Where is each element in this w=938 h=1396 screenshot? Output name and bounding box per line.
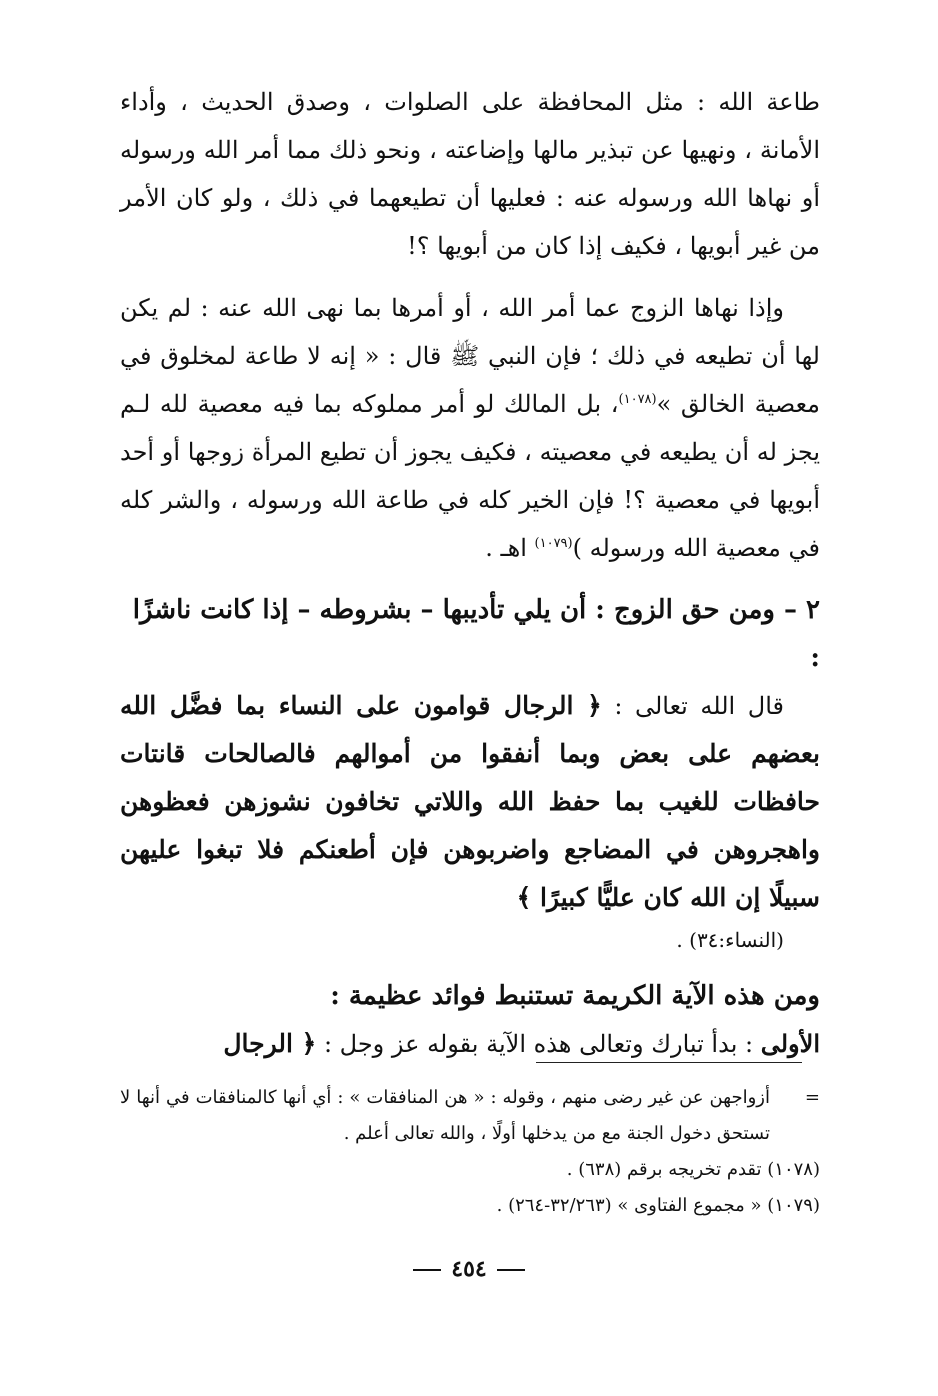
paragraph-2-part-c: اهـ . <box>485 534 535 562</box>
first-benefit <box>120 1020 820 1068</box>
footnotes <box>120 1080 820 1224</box>
verse-paragraph <box>120 682 820 958</box>
quran-verse: ﴿ الرجال قوامون على النساء بما فضَّل الله بعضهم على بعض وبما أنفقوا من أموالهم فالصالحات قانتات حافظات للغيب بما حفظ الله واللاتي تخافون نشوزهن فعظوهن واهجروهن في المضاجع واضربوهن فإن أطعنكم فلا تبغوا عليهن سبيلًا إن الله كان عليًّا كبيرًا ﴾ <box>120 691 820 912</box>
section-heading: ٢ – ومن حق الزوج : أن يلي تأديبها – بشروطه – إذا كانت ناشزًا : <box>132 595 820 673</box>
page-number-text: ٤٥٤ <box>451 1256 487 1282</box>
paragraph-2 <box>120 284 820 572</box>
continuation-mark: = <box>804 1087 820 1108</box>
paragraph-2-part-a: وإذا نهاها الزوج عما أمر الله ، أو أمرها بما نهى الله عنه : لم يكن لها أن تطيعه في ذلك ؛ فإن النبي ﷺ قال : « إنه لا طاعة لمخلوق في معصية الخالق » <box>120 294 821 418</box>
verse-intro: قال الله تعالى : <box>601 692 784 720</box>
first-benefit-label: الأولى <box>760 1029 820 1058</box>
subheading: ومن هذه الآية الكريمة تستنبط فوائد عظيمة : <box>330 981 820 1011</box>
verse-reference: (النساء:٣٤) . <box>676 928 784 952</box>
page-number <box>0 1256 938 1282</box>
footnote-ref-1079[interactable]: (١٠٧٩) <box>534 536 573 551</box>
footnote-ref-1078[interactable]: (١٠٧٨) <box>618 392 657 407</box>
paragraph-1: طاعة الله : مثل المحافظة على الصلوات ، وصدق الحديث ، وأداء الأمانة ، ونهيها عن تبذير مالها وإضاعته ، ونحو ذلك مما أمر الله ورسوله أو نهاها الله ورسوله عنه : فعليها أن تطيعهما في ذلك ، ولو كان الأمر من غير أبويها ، فكيف إذا كان من أبويها ؟! <box>120 88 820 260</box>
page-number-dash-right <box>497 1269 525 1271</box>
first-benefit-verse: ﴿ الرجال <box>223 1029 317 1058</box>
footnote-divider <box>536 1062 802 1063</box>
page-number-dash-left <box>413 1269 441 1271</box>
continuation-text: أزواجهن عن غير رضى منهم ، وقوله : « هن المنافقات » : أي أنها كالمنافقات في أنها لا تستحق دخول الجنة مع من يدخلها أولًا ، والله تعالى أعلم . <box>120 1087 770 1144</box>
first-benefit-text: : بدأ تبارك وتعالى هذه الآية بقوله عز وجل : <box>316 1030 761 1058</box>
footnote-1078: (١٠٧٨) تقدم تخريجه برقم (٦٣٨) . <box>566 1159 820 1180</box>
paragraph-2-part-b: ، بل المالك لو أمر مملوكه بما فيه معصية لله لـم يجز له أن يطيعه في معصيته ، فكيف يجوز أن تطيع المرأة زوجها أو أحد أبويها في معصية ؟! فإن الخير كله في طاعة الله ورسوله ، والشر كله في معصية الله ورسوله ) <box>120 390 820 562</box>
footnote-continuation <box>120 1080 820 1152</box>
footnote-1079: (١٠٧٩) « مجموع الفتاوى » (٣٢/٢٦٣-٢٦٤) . <box>496 1195 820 1216</box>
page-body <box>120 78 820 1068</box>
